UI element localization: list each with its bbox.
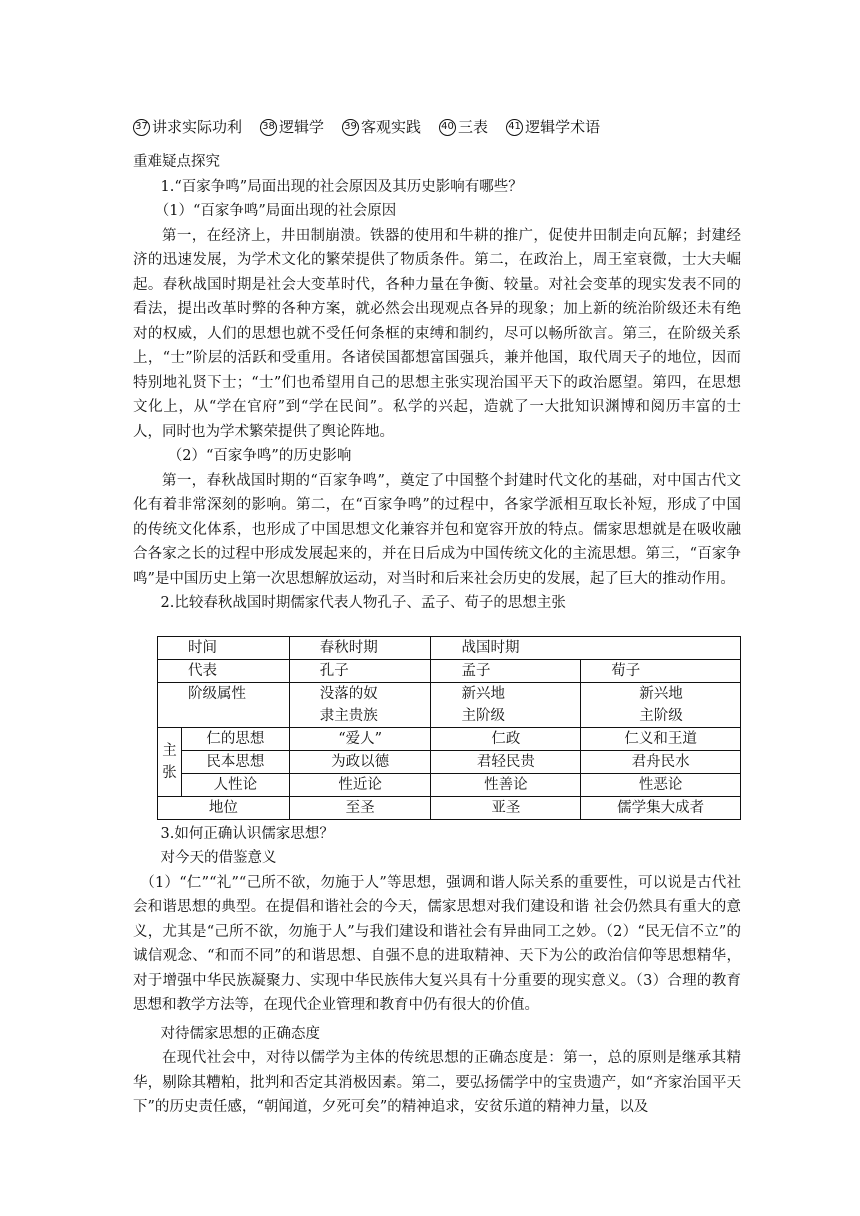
table-cell: 荀子 bbox=[581, 659, 741, 682]
table-cell: 君轻民贵 bbox=[431, 750, 581, 773]
table-cell: 至圣 bbox=[289, 796, 431, 819]
table-cell: 春秋时期 bbox=[289, 636, 431, 659]
table-cell: 地位 bbox=[158, 796, 290, 819]
table-row bbox=[158, 636, 741, 659]
table-row bbox=[158, 659, 741, 682]
table-cell: 阶级属性 bbox=[158, 682, 290, 727]
answer-key-row bbox=[133, 116, 773, 138]
answer-item bbox=[439, 116, 488, 138]
table-cell bbox=[581, 682, 741, 727]
table-cell: 亚圣 bbox=[431, 796, 581, 819]
table-cell: 代表 bbox=[158, 659, 290, 682]
question-3-sub-2-title: 对待儒家思想的正确态度 bbox=[160, 1025, 321, 1042]
cell-line: 张 bbox=[162, 764, 177, 781]
table-cell bbox=[289, 682, 431, 727]
table-cell: 孟子 bbox=[431, 659, 581, 682]
question-3-sub-1-text: （1）“仁”“礼”“己所不欲，勿施于人”等思想，强调和谐人际关系的重要性，可以说是古代社会和谐思想的典型。在提倡和谐社会的今天，儒家思想对我们建设和谐 社会仍然具有重大的意义，尤其是“己所不欲，勿施于人”与我们建设和谐社会有异曲同工之妙。（2）“民无信不立”的诚信观念、“和而不同”的和谐思想、自强不息的进取精神、天下为公的政治信仰等思想精华，对于增强中华民族凝聚力、实现中华民族伟大复兴具有十分重要的现实意义。（3）合理的教育思想和教学方法等，在现代企业管理和教育中仍有很大的价值。 bbox=[133, 874, 741, 1013]
circled-number: 40 bbox=[439, 119, 456, 136]
answer-item bbox=[506, 116, 600, 138]
question-1-title: 1.“百家争鸣”局面出现的社会原因及其历史影响有哪些？ bbox=[160, 178, 523, 195]
table-row bbox=[158, 773, 741, 796]
table-cell: 时间 bbox=[158, 636, 290, 659]
table-cell bbox=[431, 682, 581, 727]
table-cell: 性恶论 bbox=[581, 773, 741, 796]
table-cell: “爱人” bbox=[289, 727, 431, 750]
answer-text: 讲求实际功利 bbox=[152, 118, 243, 136]
answer-text: 逻辑学 bbox=[279, 118, 325, 136]
question-1-part-2-text: 第一，春秋战国时期的“百家争鸣”，奠定了中国整个封建时代文化的基础，对中国古代文化有着非常深刻的影响。第二，在“百家争鸣”的过程中，各家学派相互取长补短，形成了中国的传统文化体系，也形成了中国思想文化兼容并包和宽容开放的特点。儒家思想就是在吸收融合各家之长的过程中形成发展起来的，并在日后成为中国传统文化的主流思想。第三，“百家争鸣”是中国历史上第一次思想解放运动，对当时和后来社会历史的发展，起了巨大的推动作用。 bbox=[133, 472, 741, 587]
cell-line: 主阶级 bbox=[461, 707, 505, 724]
table-cell: 君舟民水 bbox=[581, 750, 741, 773]
table-cell: 为政以德 bbox=[289, 750, 431, 773]
question-3-sub-1-title: 对今天的借鉴意义 bbox=[160, 850, 277, 866]
table-cell: 性善论 bbox=[431, 773, 581, 796]
question-3-sub-2-text: 在现代社会中，对待以儒学为主体的传统思想的正确态度是：第一，总的原则是继承其精华，剔除其糟粕，批判和否定其消极因素。第二，要弘扬儒学中的宝贵遗产，如“齐家治国平天下”的历史责任感，“朝闻道，夕死可矣”的精神追求，安贫乐道的精神力量，以及 bbox=[133, 1050, 741, 1115]
table-cell: 战国时期 bbox=[431, 636, 741, 659]
answer-item bbox=[260, 116, 324, 138]
cell-line: 新兴地 bbox=[639, 685, 683, 702]
table-cell: 仁义和王道 bbox=[581, 727, 741, 750]
circled-number: 37 bbox=[133, 119, 150, 136]
cell-line: 主 bbox=[162, 742, 177, 759]
answer-item bbox=[342, 116, 421, 138]
question-2-title: 2.比较春秋战国时期儒家代表人物孔子、孟子、荀子的思想主张 bbox=[160, 595, 566, 611]
circled-number: 39 bbox=[342, 119, 359, 136]
table-cell: 民本思想 bbox=[181, 750, 289, 773]
comparison-table bbox=[157, 636, 741, 820]
table-cell: 仁政 bbox=[431, 727, 581, 750]
cell-line: 隶主贵族 bbox=[319, 707, 378, 724]
table-row bbox=[158, 750, 741, 773]
table-row bbox=[158, 727, 741, 750]
main-content bbox=[133, 150, 741, 1120]
table-cell: 性近论 bbox=[289, 773, 431, 796]
table-cell: 儒学集大成者 bbox=[581, 796, 741, 819]
question-1-part-2-title: （2）“百家争鸣”的历史影响 bbox=[167, 448, 352, 464]
answer-text: 客观实践 bbox=[361, 118, 422, 136]
question-1-part-1-text: 第一，在经济上，井田制崩溃。铁器的使用和牛耕的推广，促使井田制走向瓦解；封建经济的迅速发展，为学术文化的繁荣提供了物质条件。第二，在政治上，周王室衰微，士大夫崛起。春秋战国时期是社会大变革时代，各种力量在争衡、较量。对社会变革的现实发表不同的看法，提出改革时弊的各种方案，就必然会出现观点各异的现象；加上新的统治阶级还未有绝对的权威，人们的思想也就不受任何条框的束缚和制约，尽可以畅所欲言。第三，在阶级关系上，“士”阶层的活跃和受重用。各诸侯国都想富国强兵，兼并他国，取代周天子的地位，因而特别地礼贤下士；“士”们也希望用自己的思想主张实现治国平天下的政治愿望。第四，在思想文化上，从“学在官府”到“学在民间”。私学的兴起，造就了一大批知识渊博和阅历丰富的士人，同时也为学术繁荣提供了舆论阵地。 bbox=[133, 227, 741, 440]
table-cell: 人性论 bbox=[181, 773, 289, 796]
table-row bbox=[158, 682, 741, 727]
table-row bbox=[158, 796, 741, 819]
section-title: 重难疑点探究 bbox=[133, 154, 220, 170]
cell-line: 新兴地 bbox=[461, 685, 505, 702]
question-1-part-1-title: （1）“百家争鸣”局面出现的社会原因 bbox=[154, 203, 397, 219]
table-cell: 仁的思想 bbox=[181, 727, 289, 750]
answer-text: 逻辑学术语 bbox=[525, 118, 601, 136]
table-cell bbox=[158, 727, 182, 796]
table-cell: 孔子 bbox=[289, 659, 431, 682]
cell-line: 主阶级 bbox=[639, 707, 683, 724]
answer-item bbox=[133, 116, 242, 138]
circled-number: 38 bbox=[260, 119, 277, 136]
question-3-title: 3.如何正确认识儒家思想？ bbox=[160, 825, 334, 842]
cell-line: 没落的奴 bbox=[319, 685, 378, 702]
circled-number: 41 bbox=[506, 119, 523, 136]
answer-text: 三表 bbox=[458, 118, 489, 136]
